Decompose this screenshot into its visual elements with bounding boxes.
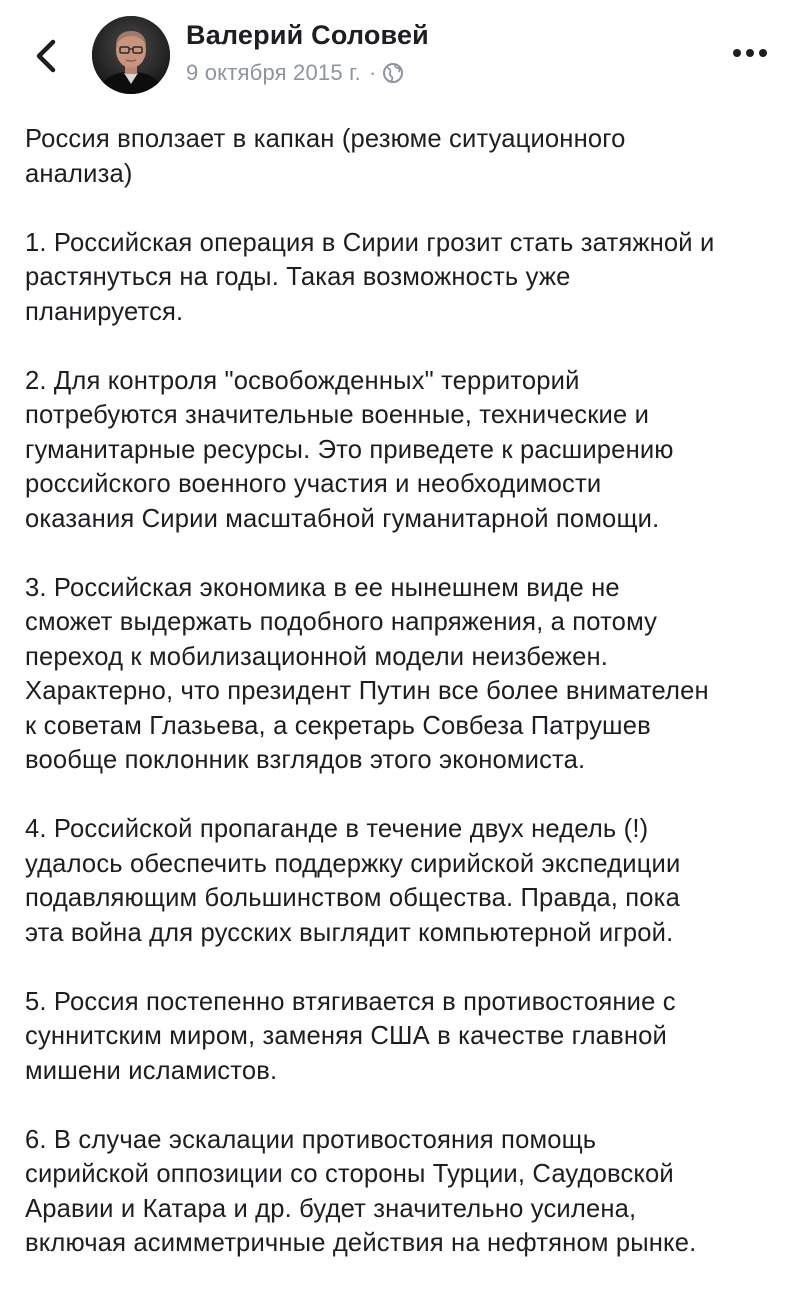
post-body <box>25 122 785 1295</box>
post-header <box>0 0 796 110</box>
post-paragraph-3: 3. Российская экономика в ее нынешнем виде не сможет выдержать подобного напряжения, а потому переход к мобилизационной модели неизбежен. Характерно, что президент Путин все более внимателен к советам Глазьева, а секретарь Совбеза Патрушев вообще поклонник взглядов этого экономиста. <box>25 573 709 774</box>
post-date[interactable]: 9 октября 2015 г. <box>186 60 361 85</box>
globe-icon <box>382 62 404 84</box>
chevron-left-icon <box>35 39 57 73</box>
post-title-paragraph: Россия вползает в капкан (резюме ситуационного анализа) <box>25 125 626 188</box>
avatar[interactable] <box>92 16 170 94</box>
more-options-button[interactable] <box>728 38 772 68</box>
post-paragraph-2: 2. Для контроля "освобожденных" территорий потребуются значительные военные, технические и гуманитарные ресурсы. Это приведете к расширению российского военного участия и необходимости оказания Сирии масштабной гуманитарной помощи. <box>25 366 674 533</box>
back-button[interactable] <box>28 34 64 78</box>
post-paragraph-5: 5. Россия постепенно втягивается в противостояние с суннитским миром, заменяя США в качестве главной мишени исламистов. <box>25 987 676 1085</box>
post-paragraph-6: 6. В случае эскалации противостояния помощь сирийской оппозиции со стороны Турции, Саудовской Аравии и Катара и др. будет значительно усилена, включая асимметричные действия на нефтяном рынке. <box>25 1125 697 1257</box>
author-name[interactable]: Валерий Соловей <box>186 20 429 50</box>
more-horizontal-icon <box>732 48 768 58</box>
meta-separator: · <box>368 60 377 85</box>
post-meta <box>186 58 404 88</box>
post-paragraph-4: 4. Российской пропаганде в течение двух недель (!) удалось обеспечить поддержку сирийской экспедиции подавляющим большинством общества. Правда, пока эта война для русских выглядит компьютерной игрой. <box>25 815 681 947</box>
post-paragraph-1: 1. Российская операция в Сирии грозит стать затяжной и растянуться на годы. Такая возможность уже планируется. <box>25 228 715 326</box>
avatar-image <box>92 16 170 94</box>
